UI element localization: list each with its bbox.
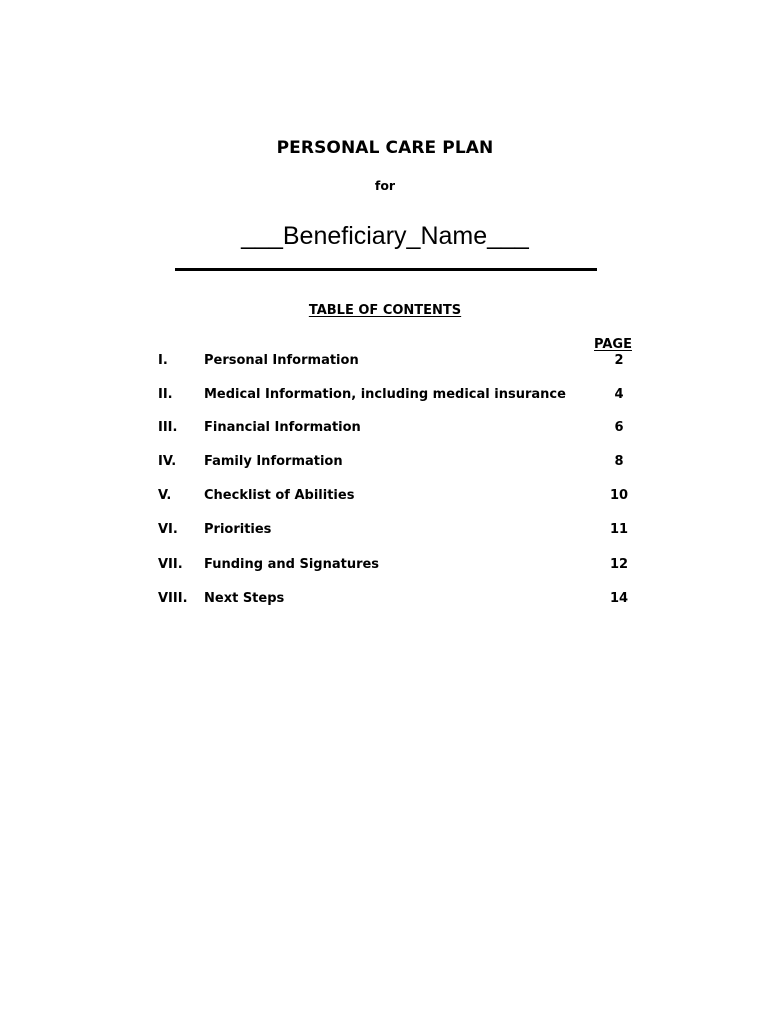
toc-section-number: I. [158,353,168,368]
toc-section-title: Funding and Signatures [204,557,380,572]
toc-row [0,420,770,438]
toc-page-number: 10 [609,488,629,503]
toc-row [0,353,770,371]
toc-row [0,522,770,540]
toc-page-number: 6 [614,420,624,435]
toc-page-number: 14 [609,591,629,606]
for-label: for [374,178,396,193]
toc-row [0,557,770,575]
toc-section-number: V. [158,488,172,503]
toc-page-number: 12 [609,557,629,572]
toc-section-number: VI. [158,522,178,537]
horizontal-rule [175,268,597,271]
toc-heading: TABLE OF CONTENTS [308,303,462,318]
toc-section-title: Priorities [204,522,272,537]
toc-row [0,387,770,405]
toc-page-number: 4 [614,387,624,402]
toc-section-title: Next Steps [204,591,285,606]
toc-row [0,488,770,506]
toc-row [0,454,770,472]
toc-page-number: 2 [614,353,624,368]
toc-section-title: Personal Information [204,353,359,368]
toc-section-number: II. [158,387,173,402]
beneficiary-name-placeholder: ___Beneficiary_Name___ [241,222,529,250]
toc-section-title: Medical Information, including medical insurance [204,387,566,402]
toc-section-title: Checklist of Abilities [204,488,355,503]
toc-section-number: VII. [158,557,183,572]
page-column-heading: PAGE [594,337,632,352]
toc-page-number: 11 [609,522,629,537]
toc-section-number: III. [158,420,178,435]
document-title: PERSONAL CARE PLAN [276,138,494,158]
toc-page-number: 8 [614,454,624,469]
toc-section-title: Financial Information [204,420,361,435]
toc-row [0,591,770,609]
toc-section-title: Family Information [204,454,343,469]
toc-section-number: VIII. [158,591,188,606]
toc-section-number: IV. [158,454,177,469]
